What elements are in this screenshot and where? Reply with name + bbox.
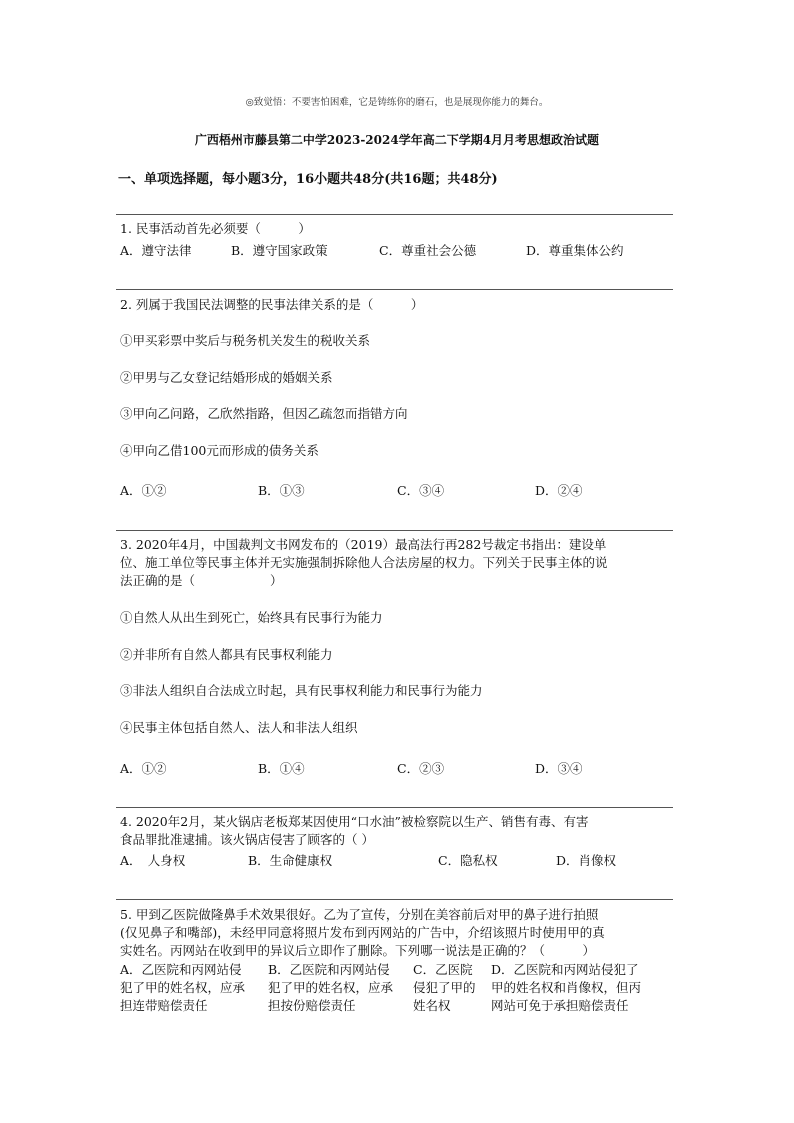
option-line: 网站可免于承担赔偿责任 bbox=[491, 998, 629, 1013]
option-line: 担按份赔偿责任 bbox=[268, 998, 356, 1013]
question-2-stem: 2. 列属于我国民法调整的民事法律关系的是（ ） bbox=[120, 297, 424, 312]
question-1-stem: 1. 民事活动首先必须要（ ） bbox=[120, 221, 311, 236]
question-5-option-b bbox=[268, 961, 393, 1015]
question-3-option-d: D．③④ bbox=[535, 761, 583, 776]
question-1-option-a: A．遵守法律 bbox=[120, 243, 192, 258]
question-3-item-3: ③非法人组织自合法成立时起，具有民事权利能力和民事行为能力 bbox=[120, 683, 483, 698]
question-5-stem-line-3: 实姓名。丙网站在收到甲的异议后立即作了删除。下列哪一说法是正确的？（ ） bbox=[120, 943, 596, 958]
question-5-option-a bbox=[120, 961, 245, 1015]
question-2-option-b: B．①③ bbox=[258, 483, 305, 498]
section-heading: 一、单项选择题，每小题3分，16小题共48分(共16题；共48分) bbox=[118, 172, 498, 187]
question-3-stem-line-3: 法正确的是（ ） bbox=[120, 573, 283, 588]
question-3-option-a: A．①② bbox=[120, 761, 167, 776]
motto-line: ◎致觉悟：不要害怕困难，它是铸练你的磨石，也是展现你能力的舞台。 bbox=[245, 97, 549, 108]
question-2-option-d: D．②④ bbox=[535, 483, 583, 498]
question-4-stem-line-1: 4. 2020年2月，某火锅店老板郑某因使用“口水油”被检察院以生产、销售有毒、有害 bbox=[120, 814, 589, 829]
option-line: B．乙医院和丙网站侵 bbox=[268, 962, 390, 977]
question-3-item-1: ①自然人从出生到死亡，始终具有民事行为能力 bbox=[120, 610, 383, 625]
option-line: 侵犯了甲的 bbox=[413, 980, 476, 995]
option-line: 担连带赔偿责任 bbox=[120, 998, 208, 1013]
option-line: 甲的姓名权和肖像权，但丙 bbox=[491, 980, 642, 995]
divider bbox=[116, 807, 673, 808]
question-4-option-c: C．隐私权 bbox=[438, 853, 498, 868]
option-line: C．乙医院 bbox=[413, 962, 473, 977]
question-3-item-2: ②并非所有自然人都具有民事权利能力 bbox=[120, 647, 333, 662]
question-2-item-3: ③甲向乙问路，乙欣然指路，但因乙疏忽而指错方向 bbox=[120, 406, 408, 421]
question-2-option-c: C．③④ bbox=[397, 483, 445, 498]
option-line: 犯了甲的姓名权，应承 bbox=[268, 980, 394, 995]
option-line: 姓名权 bbox=[413, 998, 451, 1013]
question-4-option-b: B．生命健康权 bbox=[248, 853, 333, 868]
divider bbox=[116, 899, 673, 900]
question-2-item-2: ②甲男与乙女登记结婚形成的婚姻关系 bbox=[120, 370, 333, 385]
divider bbox=[116, 530, 673, 531]
question-1-option-b: B．遵守国家政策 bbox=[231, 243, 328, 258]
question-4-option-d: D．肖像权 bbox=[556, 853, 617, 868]
question-1-option-c: C．尊重社会公德 bbox=[379, 243, 477, 258]
question-3-stem-line-2: 位、施工单位等民事主体并无实施强制拆除他人合法房屋的权力。下列关于民事主体的说 bbox=[120, 555, 608, 570]
question-5-option-c bbox=[413, 961, 476, 1015]
divider bbox=[116, 289, 673, 290]
question-3-stem-line-1: 3. 2020年4月，中国裁判文书网发布的（2019）最高法行再282号裁定书指出：建设单 bbox=[120, 537, 607, 552]
question-1-option-d: D．尊重集体公约 bbox=[526, 243, 624, 258]
question-4-option-a: A． 人身权 bbox=[120, 853, 186, 868]
option-line: D．乙医院和丙网站侵犯了 bbox=[491, 962, 639, 977]
question-3-item-4: ④民事主体包括自然人、法人和非法人组织 bbox=[120, 720, 358, 735]
page-title: 广西梧州市藤县第二中学2023-2024学年高二下学期4月月考思想政治试题 bbox=[194, 133, 600, 147]
question-3-option-b: B．①④ bbox=[258, 761, 305, 776]
question-4-stem-line-2: 食品罪批准逮捕。该火锅店侵害了顾客的（ ） bbox=[120, 832, 374, 847]
question-2-option-a: A．①② bbox=[120, 483, 167, 498]
question-5-stem-line-2: (仅见鼻子和嘴部)，未经甲同意将照片发布到丙网站的广告中，介绍该照片时使用甲的真 bbox=[120, 925, 605, 940]
option-line: 犯了甲的姓名权，应承 bbox=[120, 980, 246, 995]
question-2-item-1: ①甲买彩票中奖后与税务机关发生的税收关系 bbox=[120, 333, 371, 348]
question-2-item-4: ④甲向乙借100元而形成的债务关系 bbox=[120, 443, 319, 458]
option-line: A．乙医院和丙网站侵 bbox=[120, 962, 242, 977]
question-5-stem-line-1: 5. 甲到乙医院做隆鼻手术效果很好。乙为了宣传，分别在美容前后对甲的鼻子进行拍照 bbox=[120, 907, 599, 922]
question-3-option-c: C．②③ bbox=[397, 761, 445, 776]
divider bbox=[116, 214, 673, 215]
question-5-option-d bbox=[491, 961, 641, 1015]
